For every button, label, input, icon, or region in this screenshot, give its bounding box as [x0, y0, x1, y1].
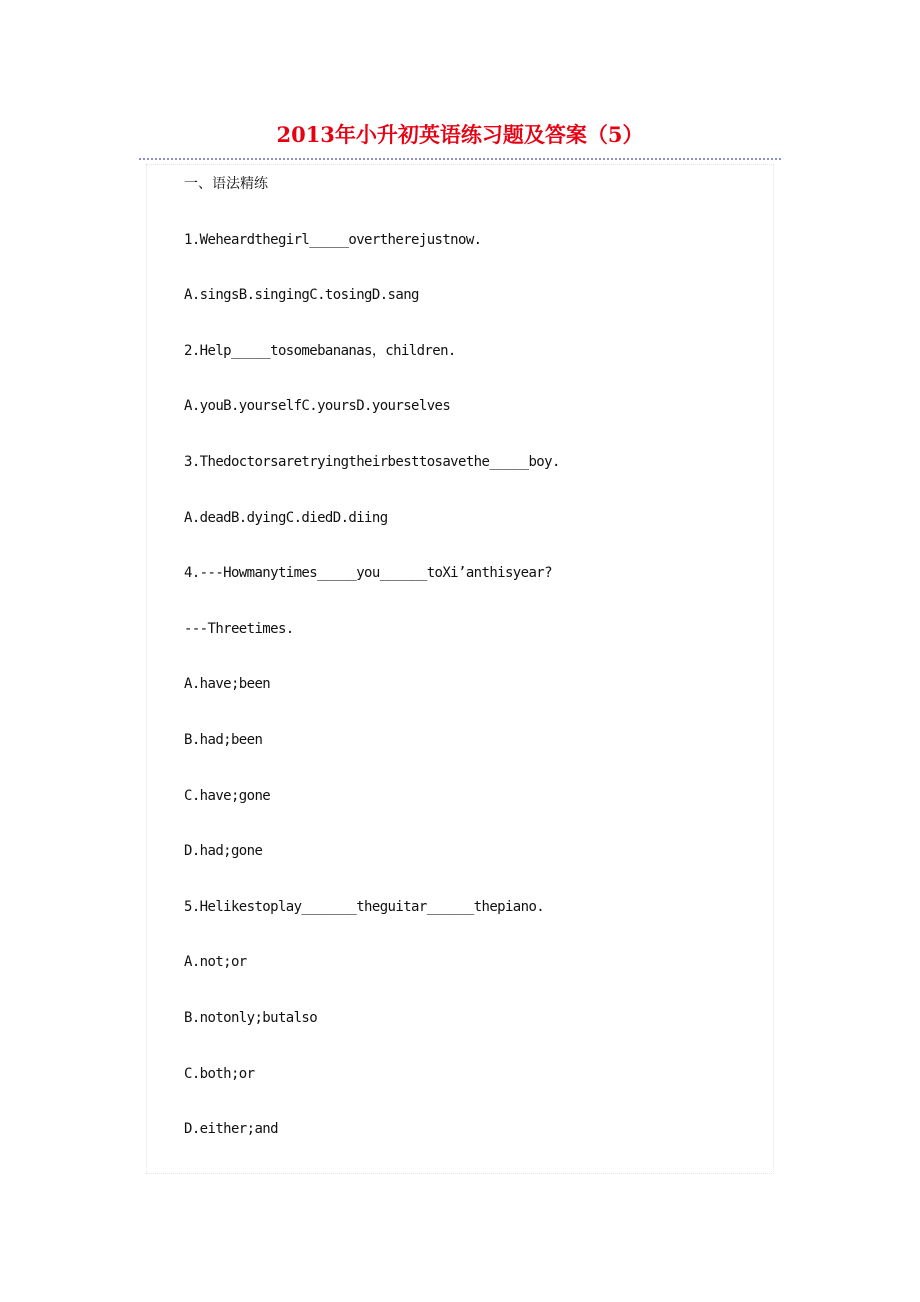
question-5-option-b: B.notonly;butalso	[184, 1009, 318, 1026]
question-3-options: A.deadB.dyingC.diedD.diing	[184, 509, 388, 526]
question-4: 4.---Howmanytimes_____you______toXi’anthisyear?	[184, 565, 552, 582]
question-4-option-c: C.have;gone	[184, 787, 271, 804]
question-4-option-a: A.have;been	[184, 676, 271, 693]
question-4-option-b: B.had;been	[184, 731, 263, 748]
question-1: 1.Weheardthegirl_____overtherejustnow.	[184, 231, 482, 248]
exercise-content	[184, 170, 744, 1171]
question-2-options: A.youB.yourselfC.yoursD.yourselves	[184, 398, 451, 415]
question-4-dialogue: ---Threetimes.	[184, 620, 294, 637]
question-2: 2.Help_____tosomebananas，children.	[184, 342, 456, 359]
question-5-option-c: C.both;or	[184, 1065, 255, 1082]
question-5: 5.Helikestoplay_______theguitar______thepiano.	[184, 898, 545, 915]
question-3: 3.Thedoctorsaretryingtheirbesttosavethe_____boy.	[184, 453, 560, 470]
document-title: 2013年小升初英语练习题及答案（5）	[276, 122, 644, 147]
question-1-options: A.singsB.singingC.tosingD.sang	[184, 287, 419, 304]
question-5-option-d: D.either;and	[184, 1121, 278, 1138]
title-divider	[139, 158, 781, 160]
section-heading: 一、语法精练	[184, 176, 268, 192]
question-5-option-a: A.not;or	[184, 954, 247, 971]
question-4-option-d: D.had;gone	[184, 843, 263, 860]
